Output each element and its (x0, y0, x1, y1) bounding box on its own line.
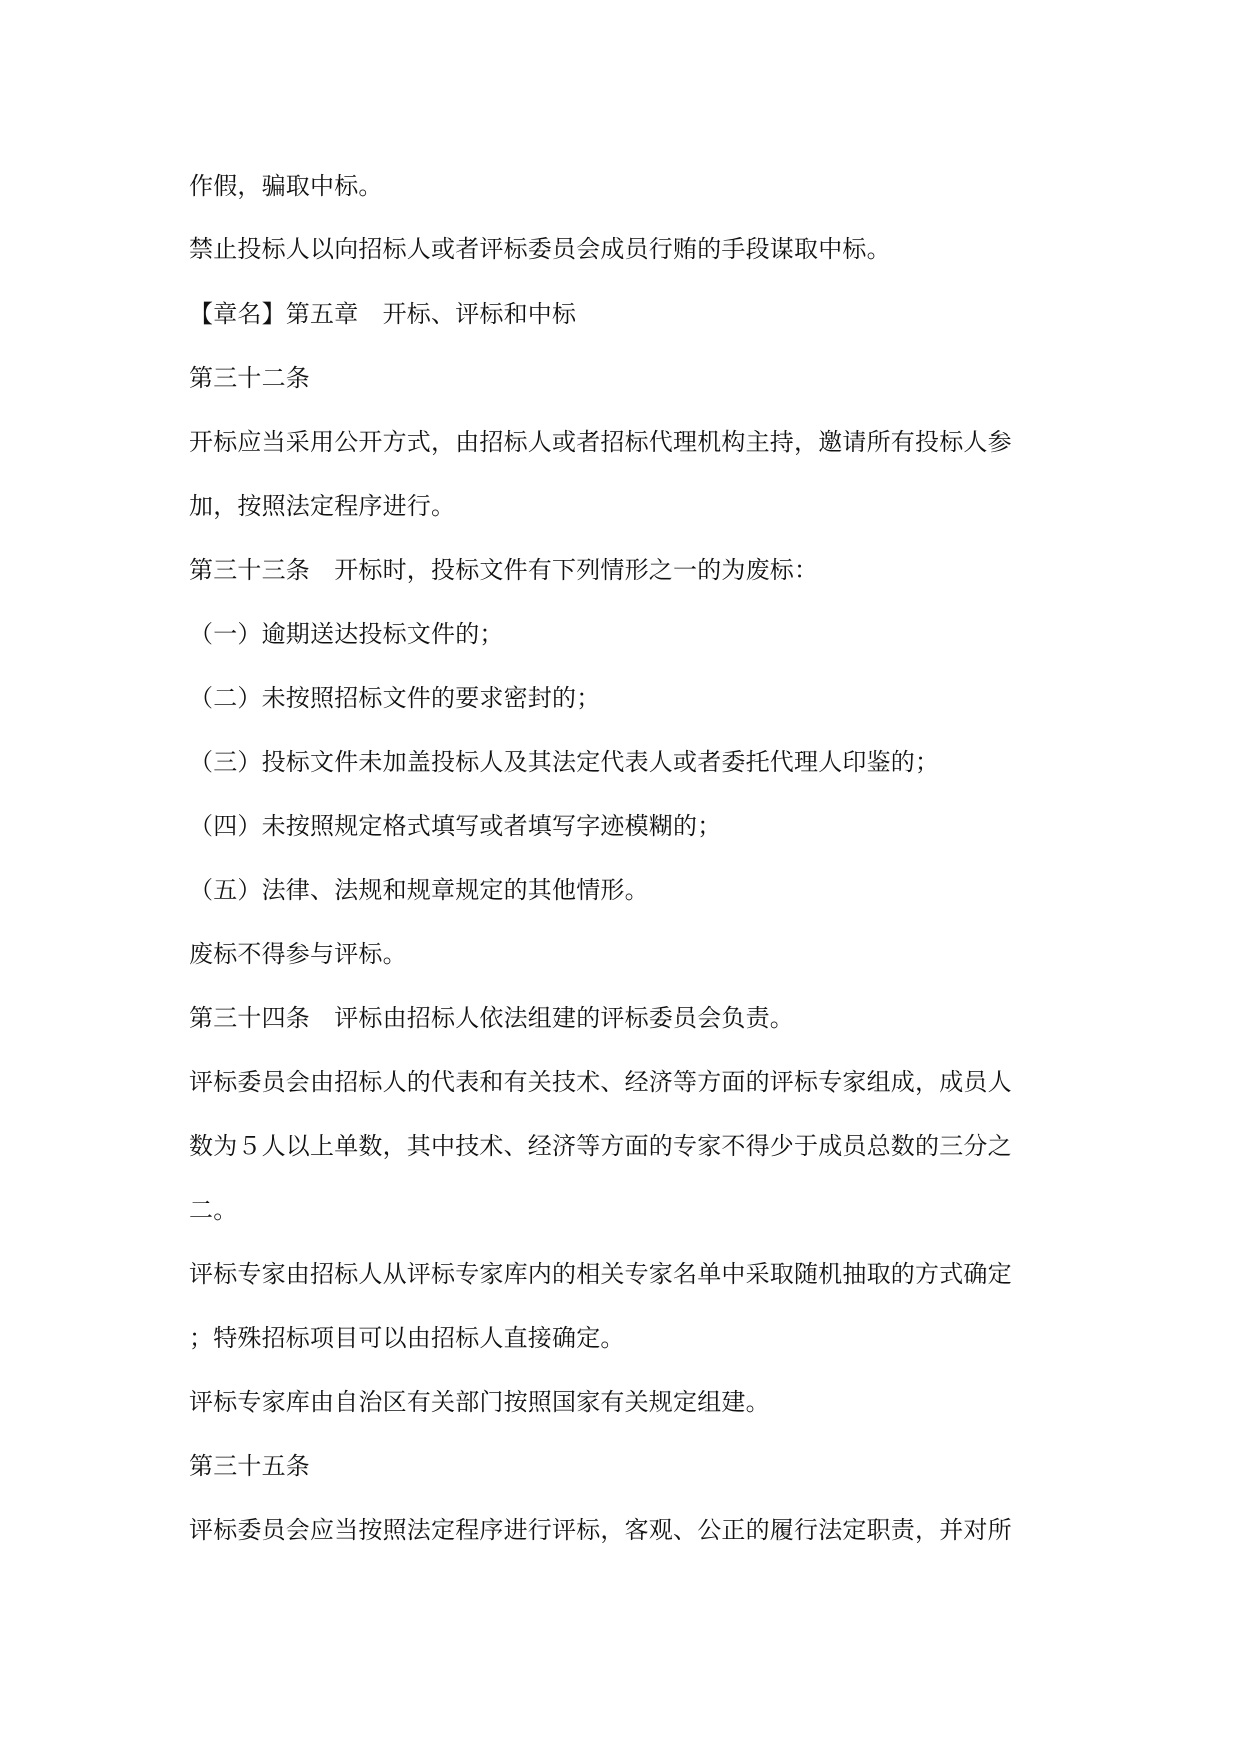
list-item: （二）未按照招标文件的要求密封的； (189, 684, 601, 712)
text-line: 开标应当采用公开方式，由招标人或者招标代理机构主持，邀请所有投标人参 (189, 428, 1012, 456)
article-heading: 第三十三条 开标时，投标文件有下列情形之一的为废标： (189, 556, 819, 584)
text-line: 加，按照法定程序进行。 (189, 492, 456, 520)
text-line: 作假，骗取中标。 (189, 172, 383, 200)
article-heading: 第三十四条 评标由招标人依法组建的评标委员会负责。 (189, 1004, 794, 1032)
list-item: （四）未按照规定格式填写或者填写字迹模糊的； (189, 812, 722, 840)
text-line: 二。 (189, 1196, 238, 1224)
chapter-heading: 【章名】第五章 开标、评标和中标 (189, 300, 577, 328)
article-heading: 第三十二条 (189, 364, 310, 392)
text-line: 数为５人以上单数，其中技术、经济等方面的专家不得少于成员总数的三分之 (189, 1132, 1012, 1160)
text-line: 废标不得参与评标。 (189, 940, 407, 968)
list-item: （五）法律、法规和规章规定的其他情形。 (189, 876, 649, 904)
text-line: 评标专家由招标人从评标专家库内的相关专家名单中采取随机抽取的方式确定 (189, 1260, 1012, 1288)
text-line: 禁止投标人以向招标人或者评标委员会成员行贿的手段谋取中标。 (189, 235, 891, 263)
list-item: （一）逾期送达投标文件的； (189, 620, 504, 648)
text-line: 评标专家库由自治区有关部门按照国家有关规定组建。 (189, 1388, 770, 1416)
text-line: 评标委员会由招标人的代表和有关技术、经济等方面的评标专家组成，成员人 (189, 1068, 1012, 1096)
list-item: （三）投标文件未加盖投标人及其法定代表人或者委托代理人印鉴的； (189, 748, 940, 776)
text-line: ；特殊招标项目可以由招标人直接确定。 (189, 1324, 625, 1352)
text-line: 评标委员会应当按照法定程序进行评标，客观、公正的履行法定职责，并对所 (189, 1516, 1012, 1544)
article-heading: 第三十五条 (189, 1452, 310, 1480)
